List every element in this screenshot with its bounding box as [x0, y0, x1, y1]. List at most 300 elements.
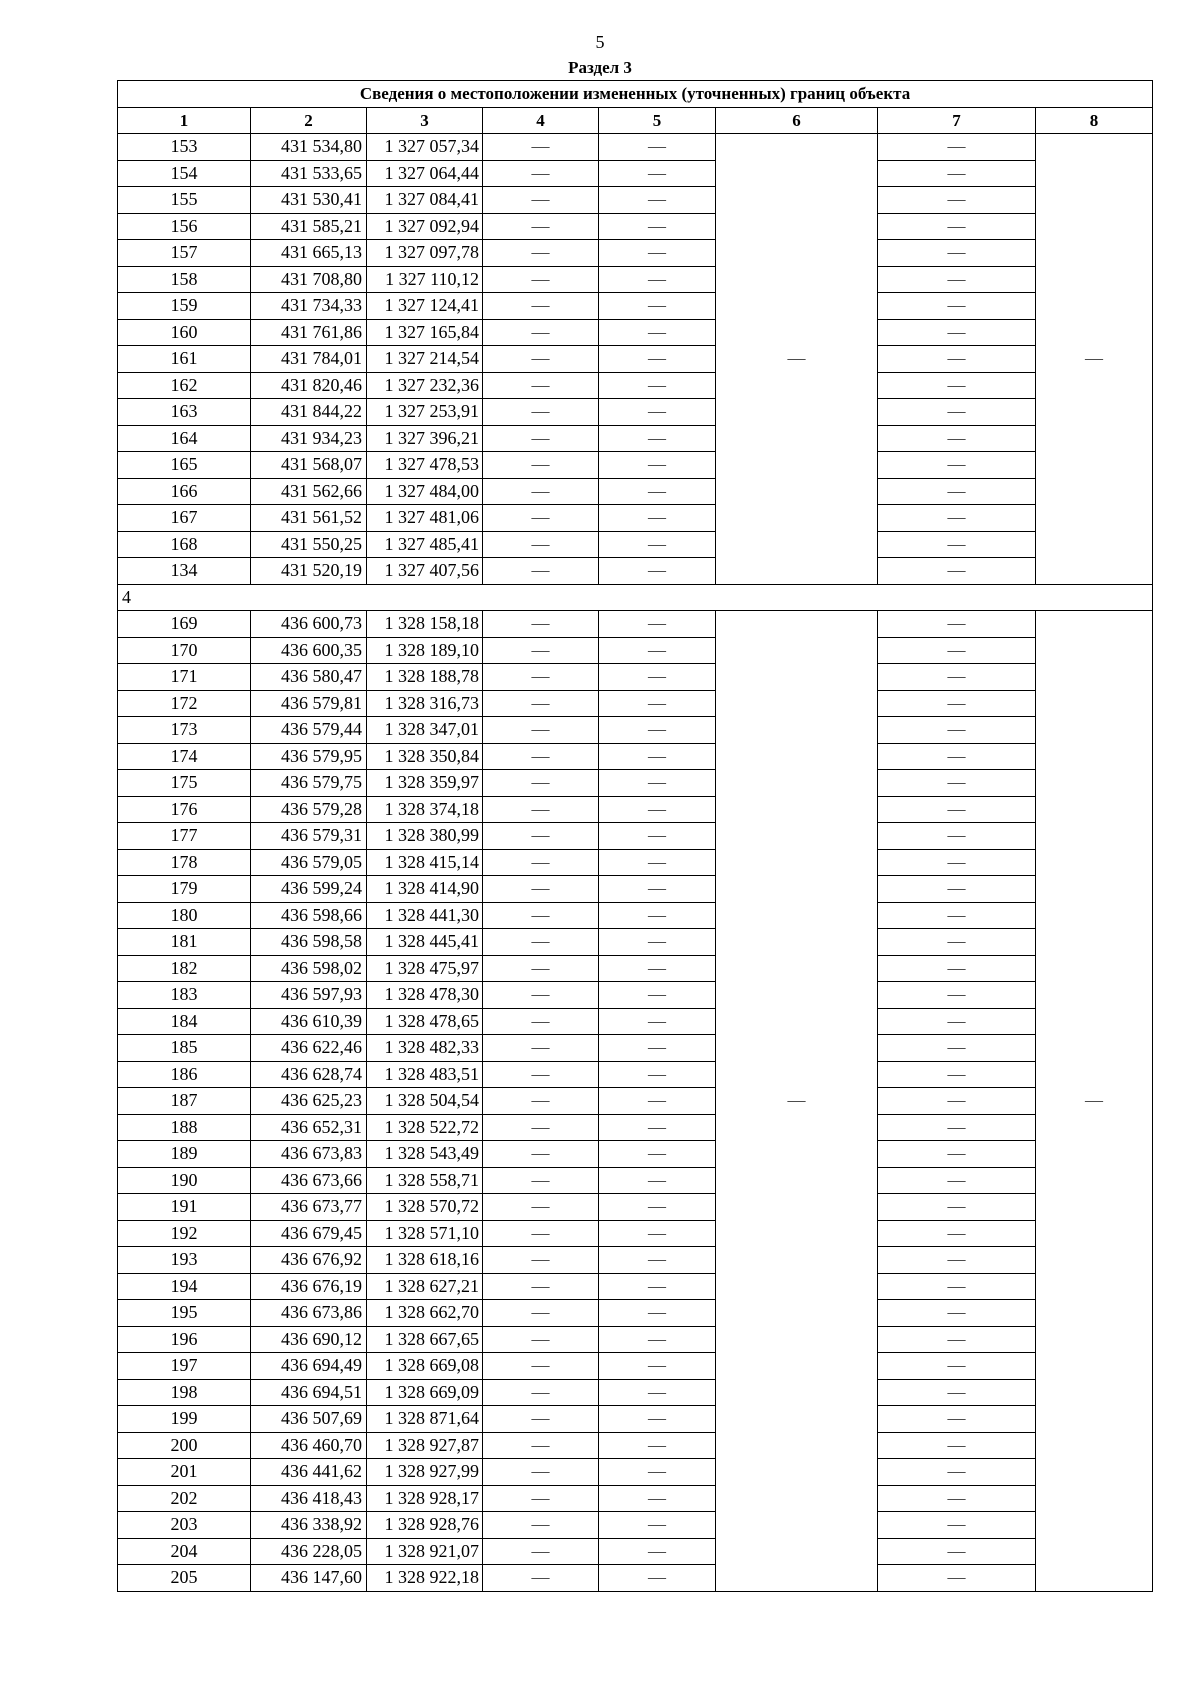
- dash-cell: —: [599, 213, 716, 240]
- dash-cell: —: [599, 505, 716, 532]
- y-coordinate-cell: 1 327 232,36: [367, 372, 483, 399]
- point-number-cell: 167: [118, 505, 251, 532]
- point-number-cell: 179: [118, 876, 251, 903]
- x-coordinate-cell: 436 418,43: [251, 1485, 367, 1512]
- y-coordinate-cell: 1 328 618,16: [367, 1247, 483, 1274]
- dash-cell: —: [483, 796, 599, 823]
- dash-cell: —: [599, 531, 716, 558]
- x-coordinate-cell: 431 708,80: [251, 266, 367, 293]
- dash-cell: —: [599, 1035, 716, 1062]
- dash-cell: —: [483, 478, 599, 505]
- dash-cell: —: [878, 213, 1036, 240]
- y-coordinate-cell: 1 328 871,64: [367, 1406, 483, 1433]
- y-coordinate-cell: 1 327 484,00: [367, 478, 483, 505]
- boundary-table: [117, 80, 1153, 1592]
- dash-cell: —: [483, 1459, 599, 1486]
- dash-cell: —: [878, 1300, 1036, 1327]
- dash-cell: —: [483, 293, 599, 320]
- table-row: [118, 902, 1153, 929]
- y-coordinate-cell: 1 328 570,72: [367, 1194, 483, 1221]
- x-coordinate-cell: 436 673,83: [251, 1141, 367, 1168]
- x-coordinate-cell: 431 550,25: [251, 531, 367, 558]
- dash-cell: —: [878, 1273, 1036, 1300]
- table-row: [118, 1035, 1153, 1062]
- point-number-cell: 178: [118, 849, 251, 876]
- point-number-cell: 187: [118, 1088, 251, 1115]
- dash-cell: —: [483, 1326, 599, 1353]
- dash-cell: —: [483, 611, 599, 638]
- dash-cell: —: [599, 690, 716, 717]
- point-number-cell: 154: [118, 160, 251, 187]
- dash-cell: —: [599, 187, 716, 214]
- dash-cell: —: [599, 1114, 716, 1141]
- table-row: [118, 1406, 1153, 1433]
- dash-cell: —: [878, 1538, 1036, 1565]
- y-coordinate-cell: 1 328 928,17: [367, 1485, 483, 1512]
- group-label: 4: [118, 584, 1153, 611]
- y-coordinate-cell: 1 327 407,56: [367, 558, 483, 585]
- y-coordinate-cell: 1 327 478,53: [367, 452, 483, 479]
- dash-cell: —: [599, 955, 716, 982]
- dash-cell: —: [483, 1485, 599, 1512]
- dash-cell: —: [599, 1353, 716, 1380]
- table-row: [118, 849, 1153, 876]
- y-coordinate-cell: 1 328 921,07: [367, 1538, 483, 1565]
- merged-dash-cell: —: [716, 611, 878, 1592]
- x-coordinate-cell: 436 579,81: [251, 690, 367, 717]
- x-coordinate-cell: 431 520,19: [251, 558, 367, 585]
- x-coordinate-cell: 431 934,23: [251, 425, 367, 452]
- dash-cell: —: [599, 478, 716, 505]
- y-coordinate-cell: 1 328 483,51: [367, 1061, 483, 1088]
- column-header: 4: [483, 107, 599, 134]
- dash-cell: —: [483, 266, 599, 293]
- table-row: [118, 1326, 1153, 1353]
- y-coordinate-cell: 1 328 158,18: [367, 611, 483, 638]
- x-coordinate-cell: 436 628,74: [251, 1061, 367, 1088]
- dash-cell: —: [599, 929, 716, 956]
- y-coordinate-cell: 1 328 380,99: [367, 823, 483, 850]
- dash-cell: —: [878, 1088, 1036, 1115]
- point-number-cell: 159: [118, 293, 251, 320]
- dash-cell: —: [483, 1114, 599, 1141]
- dash-cell: —: [483, 372, 599, 399]
- dash-cell: —: [878, 160, 1036, 187]
- dash-cell: —: [599, 1273, 716, 1300]
- y-coordinate-cell: 1 328 316,73: [367, 690, 483, 717]
- dash-cell: —: [483, 982, 599, 1009]
- dash-cell: —: [483, 1035, 599, 1062]
- x-coordinate-cell: 436 579,75: [251, 770, 367, 797]
- dash-cell: —: [599, 637, 716, 664]
- y-coordinate-cell: 1 328 478,65: [367, 1008, 483, 1035]
- table-row: [118, 637, 1153, 664]
- group-row: [118, 584, 1153, 611]
- dash-cell: —: [878, 1035, 1036, 1062]
- dash-cell: —: [878, 1432, 1036, 1459]
- table-row: [118, 558, 1153, 585]
- column-header: 2: [251, 107, 367, 134]
- dash-cell: —: [878, 319, 1036, 346]
- dash-cell: —: [878, 690, 1036, 717]
- dash-cell: —: [599, 240, 716, 267]
- dash-cell: —: [483, 1088, 599, 1115]
- x-coordinate-cell: 436 599,24: [251, 876, 367, 903]
- dash-cell: —: [483, 399, 599, 426]
- dash-cell: —: [878, 717, 1036, 744]
- x-coordinate-cell: 436 694,51: [251, 1379, 367, 1406]
- x-coordinate-cell: 436 625,23: [251, 1088, 367, 1115]
- dash-cell: —: [599, 399, 716, 426]
- dash-cell: —: [599, 1538, 716, 1565]
- dash-cell: —: [878, 134, 1036, 161]
- dash-cell: —: [878, 1008, 1036, 1035]
- y-coordinate-cell: 1 327 214,54: [367, 346, 483, 373]
- table-row: [118, 955, 1153, 982]
- y-coordinate-cell: 1 328 927,99: [367, 1459, 483, 1486]
- dash-cell: —: [878, 876, 1036, 903]
- dash-cell: —: [599, 134, 716, 161]
- dash-cell: —: [599, 1485, 716, 1512]
- dash-cell: —: [878, 1247, 1036, 1274]
- x-coordinate-cell: 436 147,60: [251, 1565, 367, 1592]
- dash-cell: —: [878, 266, 1036, 293]
- dash-cell: —: [599, 425, 716, 452]
- y-coordinate-cell: 1 328 441,30: [367, 902, 483, 929]
- table-row: [118, 1459, 1153, 1486]
- x-coordinate-cell: 436 228,05: [251, 1538, 367, 1565]
- dash-cell: —: [878, 425, 1036, 452]
- dash-cell: —: [599, 611, 716, 638]
- point-number-cell: 172: [118, 690, 251, 717]
- y-coordinate-cell: 1 328 558,71: [367, 1167, 483, 1194]
- point-number-cell: 186: [118, 1061, 251, 1088]
- point-number-cell: 198: [118, 1379, 251, 1406]
- point-number-cell: 183: [118, 982, 251, 1009]
- point-number-cell: 176: [118, 796, 251, 823]
- dash-cell: —: [599, 346, 716, 373]
- dash-cell: —: [878, 558, 1036, 585]
- dash-cell: —: [878, 770, 1036, 797]
- table-row: [118, 1141, 1153, 1168]
- dash-cell: —: [878, 637, 1036, 664]
- dash-cell: —: [878, 452, 1036, 479]
- dash-cell: —: [599, 558, 716, 585]
- table-row: [118, 399, 1153, 426]
- x-coordinate-cell: 436 676,19: [251, 1273, 367, 1300]
- y-coordinate-cell: 1 328 522,72: [367, 1114, 483, 1141]
- dash-cell: —: [599, 1141, 716, 1168]
- column-header: 5: [599, 107, 716, 134]
- table-row: [118, 1247, 1153, 1274]
- dash-cell: —: [599, 1167, 716, 1194]
- y-coordinate-cell: 1 327 110,12: [367, 266, 483, 293]
- dash-cell: —: [878, 796, 1036, 823]
- point-number-cell: 162: [118, 372, 251, 399]
- y-coordinate-cell: 1 328 482,33: [367, 1035, 483, 1062]
- table-row: [118, 1008, 1153, 1035]
- dash-cell: —: [599, 823, 716, 850]
- dash-cell: —: [599, 770, 716, 797]
- point-number-cell: 197: [118, 1353, 251, 1380]
- dash-cell: —: [483, 187, 599, 214]
- point-number-cell: 195: [118, 1300, 251, 1327]
- dash-cell: —: [483, 319, 599, 346]
- dash-cell: —: [599, 1432, 716, 1459]
- dash-cell: —: [599, 293, 716, 320]
- y-coordinate-cell: 1 328 415,14: [367, 849, 483, 876]
- dash-cell: —: [599, 1061, 716, 1088]
- table-row: [118, 1088, 1153, 1115]
- point-number-cell: 164: [118, 425, 251, 452]
- dash-cell: —: [483, 505, 599, 532]
- table-row: [118, 1538, 1153, 1565]
- dash-cell: —: [878, 1459, 1036, 1486]
- y-coordinate-cell: 1 328 414,90: [367, 876, 483, 903]
- column-header: 7: [878, 107, 1036, 134]
- dash-cell: —: [878, 1353, 1036, 1380]
- point-number-cell: 193: [118, 1247, 251, 1274]
- table-row: [118, 1167, 1153, 1194]
- dash-cell: —: [599, 372, 716, 399]
- point-number-cell: 156: [118, 213, 251, 240]
- y-coordinate-cell: 1 328 927,87: [367, 1432, 483, 1459]
- point-number-cell: 184: [118, 1008, 251, 1035]
- x-coordinate-cell: 436 600,35: [251, 637, 367, 664]
- section-title: Раздел 3: [568, 58, 632, 77]
- table-row: [118, 240, 1153, 267]
- point-number-cell: 174: [118, 743, 251, 770]
- table-row: [118, 1432, 1153, 1459]
- dash-cell: —: [878, 1061, 1036, 1088]
- point-number-cell: 157: [118, 240, 251, 267]
- dash-cell: —: [483, 1247, 599, 1274]
- y-coordinate-cell: 1 327 253,91: [367, 399, 483, 426]
- x-coordinate-cell: 431 568,07: [251, 452, 367, 479]
- point-number-cell: 166: [118, 478, 251, 505]
- y-coordinate-cell: 1 328 475,97: [367, 955, 483, 982]
- table-row: [118, 531, 1153, 558]
- dash-cell: —: [599, 1406, 716, 1433]
- dash-cell: —: [599, 160, 716, 187]
- dash-cell: —: [878, 1114, 1036, 1141]
- x-coordinate-cell: 436 690,12: [251, 1326, 367, 1353]
- dash-cell: —: [878, 823, 1036, 850]
- x-coordinate-cell: 431 562,66: [251, 478, 367, 505]
- x-coordinate-cell: 436 579,31: [251, 823, 367, 850]
- x-coordinate-cell: 431 844,22: [251, 399, 367, 426]
- x-coordinate-cell: 431 820,46: [251, 372, 367, 399]
- dash-cell: —: [878, 346, 1036, 373]
- point-number-cell: 171: [118, 664, 251, 691]
- table-row: [118, 611, 1153, 638]
- point-number-cell: 205: [118, 1565, 251, 1592]
- x-coordinate-cell: 436 600,73: [251, 611, 367, 638]
- dash-cell: —: [878, 505, 1036, 532]
- dash-cell: —: [483, 1194, 599, 1221]
- dash-cell: —: [599, 266, 716, 293]
- y-coordinate-cell: 1 328 350,84: [367, 743, 483, 770]
- table-row: [118, 1300, 1153, 1327]
- x-coordinate-cell: 436 679,45: [251, 1220, 367, 1247]
- x-coordinate-cell: 436 579,95: [251, 743, 367, 770]
- dash-cell: —: [599, 1326, 716, 1353]
- table-row: [118, 1114, 1153, 1141]
- dash-cell: —: [599, 1300, 716, 1327]
- dash-cell: —: [599, 1512, 716, 1539]
- x-coordinate-cell: 436 694,49: [251, 1353, 367, 1380]
- point-number-cell: 201: [118, 1459, 251, 1486]
- x-coordinate-cell: 431 533,65: [251, 160, 367, 187]
- point-number-cell: 194: [118, 1273, 251, 1300]
- x-coordinate-cell: 431 585,21: [251, 213, 367, 240]
- dash-cell: —: [599, 1247, 716, 1274]
- point-number-cell: 134: [118, 558, 251, 585]
- point-number-cell: 170: [118, 637, 251, 664]
- dash-cell: —: [483, 823, 599, 850]
- x-coordinate-cell: 431 784,01: [251, 346, 367, 373]
- point-number-cell: 202: [118, 1485, 251, 1512]
- y-coordinate-cell: 1 327 165,84: [367, 319, 483, 346]
- point-number-cell: 191: [118, 1194, 251, 1221]
- y-coordinate-cell: 1 328 359,97: [367, 770, 483, 797]
- dash-cell: —: [483, 717, 599, 744]
- dash-cell: —: [878, 664, 1036, 691]
- y-coordinate-cell: 1 328 627,21: [367, 1273, 483, 1300]
- dash-cell: —: [483, 637, 599, 664]
- dash-cell: —: [483, 425, 599, 452]
- y-coordinate-cell: 1 328 922,18: [367, 1565, 483, 1592]
- dash-cell: —: [599, 1088, 716, 1115]
- merged-dash-cell: —: [1036, 134, 1153, 585]
- x-coordinate-cell: 436 598,66: [251, 902, 367, 929]
- x-coordinate-cell: 436 441,62: [251, 1459, 367, 1486]
- dash-cell: —: [483, 531, 599, 558]
- point-number-cell: 182: [118, 955, 251, 982]
- dash-cell: —: [483, 664, 599, 691]
- point-number-cell: 180: [118, 902, 251, 929]
- y-coordinate-cell: 1 328 445,41: [367, 929, 483, 956]
- dash-cell: —: [878, 611, 1036, 638]
- point-number-cell: 161: [118, 346, 251, 373]
- column-header: 1: [118, 107, 251, 134]
- dash-cell: —: [599, 982, 716, 1009]
- x-coordinate-cell: 431 534,80: [251, 134, 367, 161]
- dash-cell: —: [878, 399, 1036, 426]
- dash-cell: —: [599, 717, 716, 744]
- dash-cell: —: [483, 160, 599, 187]
- point-number-cell: 175: [118, 770, 251, 797]
- dash-cell: —: [599, 876, 716, 903]
- dash-cell: —: [599, 319, 716, 346]
- table-row: [118, 796, 1153, 823]
- table-row: [118, 690, 1153, 717]
- column-header: 8: [1036, 107, 1153, 134]
- table-row: [118, 982, 1153, 1009]
- y-coordinate-cell: 1 328 571,10: [367, 1220, 483, 1247]
- point-number-cell: 158: [118, 266, 251, 293]
- dash-cell: —: [878, 1379, 1036, 1406]
- x-coordinate-cell: 436 673,86: [251, 1300, 367, 1327]
- dash-cell: —: [483, 452, 599, 479]
- dash-cell: —: [483, 902, 599, 929]
- dash-cell: —: [483, 1300, 599, 1327]
- x-coordinate-cell: 436 676,92: [251, 1247, 367, 1274]
- dash-cell: —: [878, 531, 1036, 558]
- point-number-cell: 165: [118, 452, 251, 479]
- point-number-cell: 160: [118, 319, 251, 346]
- dash-cell: —: [483, 1141, 599, 1168]
- table-row: [118, 823, 1153, 850]
- point-number-cell: 196: [118, 1326, 251, 1353]
- y-coordinate-cell: 1 328 478,30: [367, 982, 483, 1009]
- dash-cell: —: [878, 982, 1036, 1009]
- point-number-cell: 203: [118, 1512, 251, 1539]
- dash-cell: —: [599, 664, 716, 691]
- dash-cell: —: [599, 452, 716, 479]
- x-coordinate-cell: 436 598,58: [251, 929, 367, 956]
- dash-cell: —: [878, 1326, 1036, 1353]
- point-number-cell: 192: [118, 1220, 251, 1247]
- dash-cell: —: [483, 213, 599, 240]
- y-coordinate-cell: 1 327 057,34: [367, 134, 483, 161]
- table-row: [118, 293, 1153, 320]
- table-row: [118, 160, 1153, 187]
- point-number-cell: 155: [118, 187, 251, 214]
- point-number-cell: 168: [118, 531, 251, 558]
- y-coordinate-cell: 1 327 124,41: [367, 293, 483, 320]
- x-coordinate-cell: 436 597,93: [251, 982, 367, 1009]
- table-row: [118, 770, 1153, 797]
- dash-cell: —: [878, 1220, 1036, 1247]
- table-row: [118, 505, 1153, 532]
- table-row: [118, 929, 1153, 956]
- dash-cell: —: [483, 955, 599, 982]
- dash-cell: —: [483, 1432, 599, 1459]
- table-row: [118, 372, 1153, 399]
- table-row: [118, 1273, 1153, 1300]
- dash-cell: —: [483, 240, 599, 267]
- dash-cell: —: [483, 1167, 599, 1194]
- table-row: [118, 478, 1153, 505]
- point-number-cell: 199: [118, 1406, 251, 1433]
- point-number-cell: 181: [118, 929, 251, 956]
- dash-cell: —: [878, 1194, 1036, 1221]
- table-row: [118, 1061, 1153, 1088]
- dash-cell: —: [599, 902, 716, 929]
- table-row: [118, 452, 1153, 479]
- dash-cell: —: [878, 902, 1036, 929]
- column-header: 3: [367, 107, 483, 134]
- dash-cell: —: [878, 1565, 1036, 1592]
- table-row: [118, 876, 1153, 903]
- table-caption: Сведения о местоположении измененных (уточненных) границ объекта: [118, 81, 1153, 108]
- dash-cell: —: [483, 876, 599, 903]
- table-row: [118, 743, 1153, 770]
- x-coordinate-cell: 436 622,46: [251, 1035, 367, 1062]
- dash-cell: —: [599, 1220, 716, 1247]
- dash-cell: —: [483, 929, 599, 956]
- dash-cell: —: [599, 1379, 716, 1406]
- table-row: [118, 1512, 1153, 1539]
- y-coordinate-cell: 1 327 481,06: [367, 505, 483, 532]
- y-coordinate-cell: 1 328 188,78: [367, 664, 483, 691]
- y-coordinate-cell: 1 328 928,76: [367, 1512, 483, 1539]
- table-row: [118, 1194, 1153, 1221]
- y-coordinate-cell: 1 327 084,41: [367, 187, 483, 214]
- y-coordinate-cell: 1 328 669,08: [367, 1353, 483, 1380]
- y-coordinate-cell: 1 328 667,65: [367, 1326, 483, 1353]
